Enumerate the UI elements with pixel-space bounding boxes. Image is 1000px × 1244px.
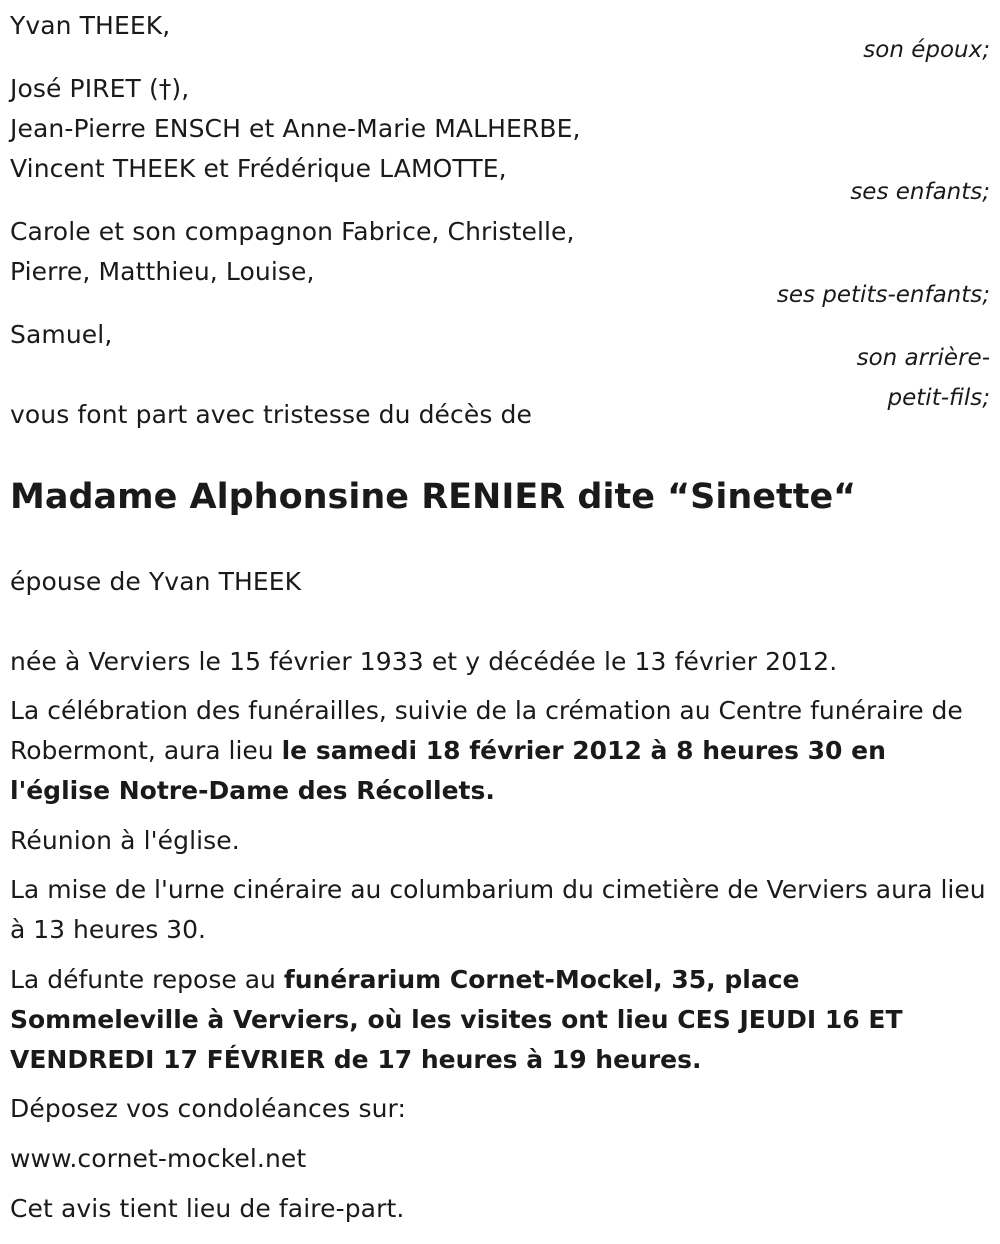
great-grandchild-name: Samuel, xyxy=(10,320,113,349)
repose-text: La défunte repose au xyxy=(10,965,284,994)
husband-name: Yvan THEEK, xyxy=(10,11,171,40)
spouse-line: épouse de Yvan THEEK xyxy=(10,567,302,596)
repose-details: funérarium Cornet-Mockel, 35, place Sommeleville à Verviers, où les visites ont lieu CES JEUDI 16 ET VENDREDI 17 FÉVRIER de 17 heures à 19 heures. xyxy=(10,965,903,1074)
husband-role: son époux; xyxy=(863,37,990,63)
deceased-name: Madame Alphonsine RENIER dite “Sinette“ xyxy=(10,477,857,517)
urn-paragraph: La mise de l'urne cinéraire au columbarium du cimetière de Verviers aura lieu à 13 heures 30. xyxy=(10,875,986,944)
funeral-details: le samedi 18 février 2012 à 8 heures 30 en l'église Notre-Dame des Récollets. xyxy=(10,736,886,805)
child-line-1: José PIRET (†), xyxy=(10,74,190,103)
funeral-text: La célébration des funérailles, suivie de la crémation au Centre funéraire de Robermont, aura lieu xyxy=(10,696,963,765)
condolences-label: Déposez vos condoléances sur: xyxy=(10,1094,407,1123)
funeral-paragraph xyxy=(10,691,990,811)
great-grandchild-role-line-2: petit-fils; xyxy=(887,385,990,411)
great-grandchild-role-line-1: son arrière- xyxy=(856,345,990,371)
repose-paragraph xyxy=(10,960,990,1080)
child-line-3: Vincent THEEK et Frédérique LAMOTTE, xyxy=(10,154,507,183)
meeting-line: Réunion à l'église. xyxy=(10,826,240,855)
grandchildren-role: ses petits-enfants; xyxy=(776,282,990,308)
announcement-line: vous font part avec tristesse du décès de xyxy=(10,400,532,429)
birth-death-line: née à Verviers le 15 février 1933 et y décédée le 13 février 2012. xyxy=(10,647,838,676)
child-line-2: Jean-Pierre ENSCH et Anne-Marie MALHERBE, xyxy=(10,114,581,143)
closing-line: Cet avis tient lieu de faire-part. xyxy=(10,1194,405,1223)
website-link[interactable]: www.cornet-mockel.net xyxy=(10,1144,307,1173)
children-role: ses enfants; xyxy=(850,179,990,205)
grandchildren-line-1: Carole et son compagnon Fabrice, Christelle, xyxy=(10,217,575,246)
grandchildren-line-2: Pierre, Matthieu, Louise, xyxy=(10,257,315,286)
